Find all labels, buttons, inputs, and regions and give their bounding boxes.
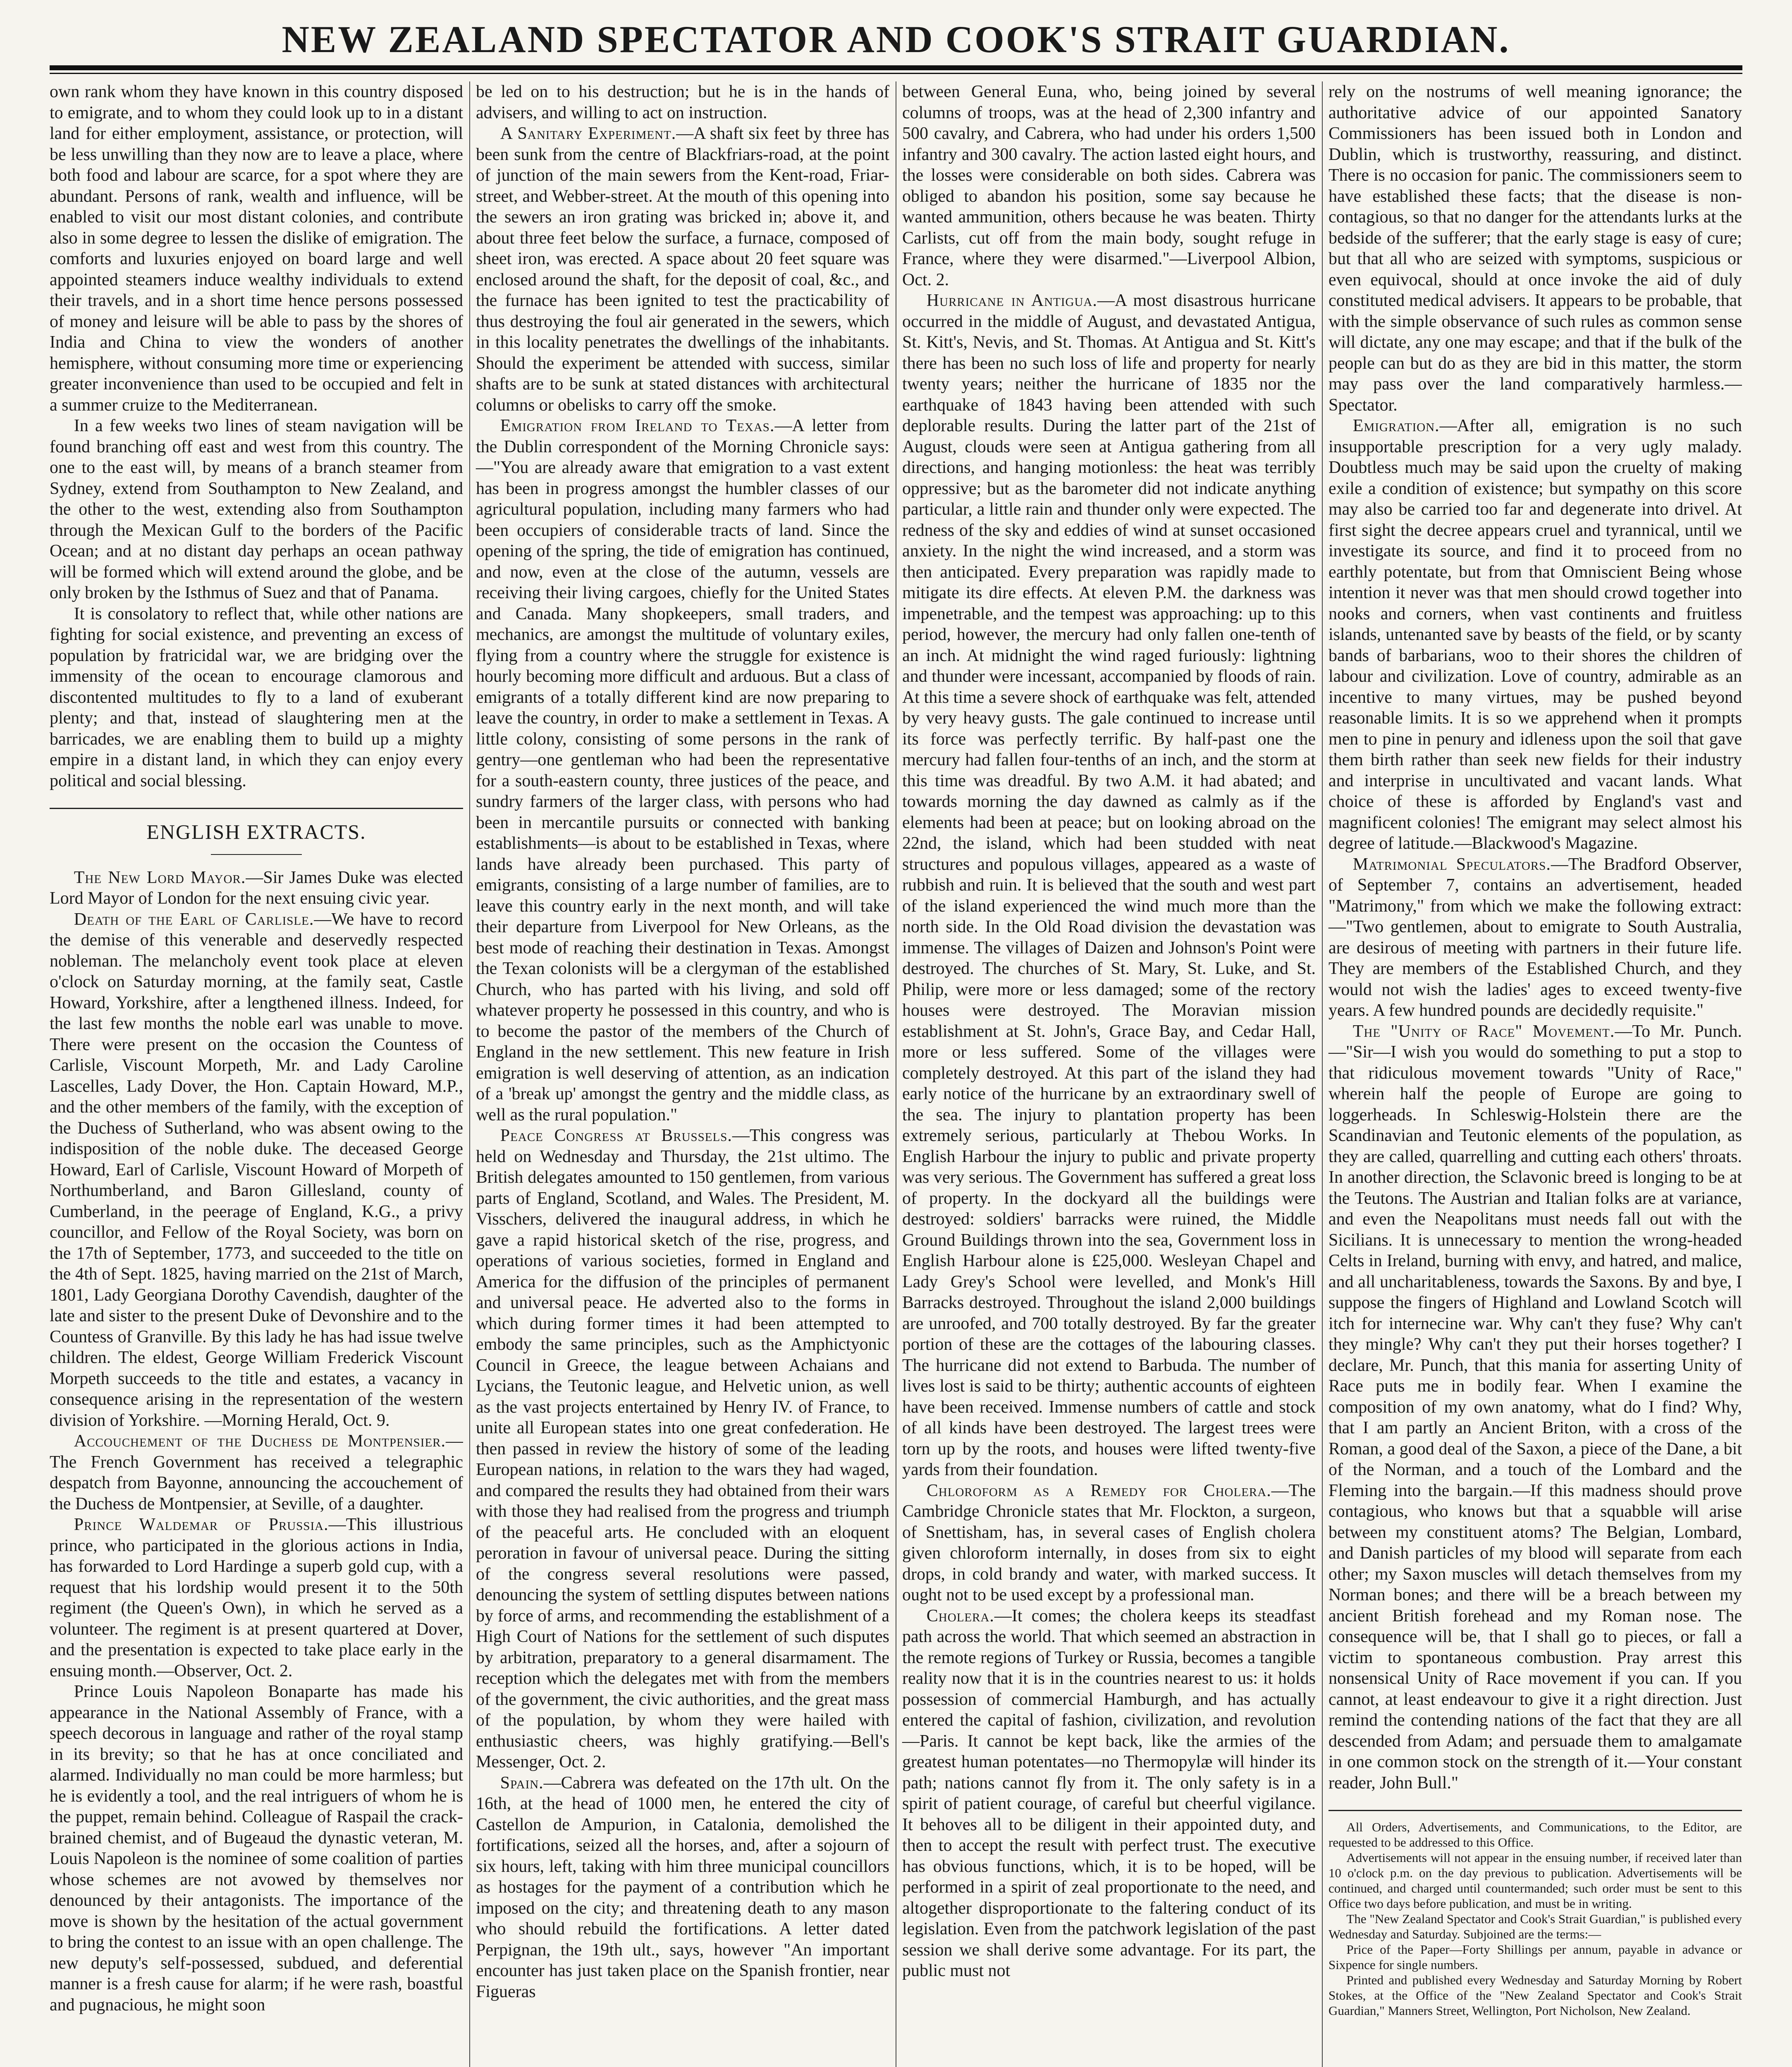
extract-item (476, 415, 889, 1125)
notice-line: The "New Zealand Spectator and Cook's Strait Guardian," is published every Wednesday and Saturday. Subjoined are the terms:— (1328, 1912, 1742, 1941)
publisher-notice (1328, 1819, 1742, 2018)
column-1 (50, 81, 463, 2067)
extract-body: —The Cambridge Chronicle states that Mr. Flockton, a surgeon, of Snettisham, has, in several cases of English cholera given chloroform internally, in doses from six to eight drops, in cold brandy and water, with marked success. It ought not to be used except by a professional man. (902, 1481, 1316, 1604)
column-2 (469, 81, 889, 2067)
extract-item (902, 1606, 1316, 1981)
extract-head: Peace Congress at Brussels. (500, 1126, 732, 1145)
masthead-rule-thick (50, 65, 1742, 70)
extract-head: The "Unity of Race" Movement. (1352, 1022, 1615, 1041)
notice-line: Advertisements will not appear in the ensuing number, if received later than 10 o'clock p.m. on the day previous to publication. Advertisements will be continued, and charged until countermanded; such order must be sent to this Office two days before publication, and must be in writing. (1328, 1850, 1742, 1911)
extract-body: —This congress was held on Wednesday and Thursday, the 21st ultimo. The British delegates amounted to 150 gentlemen, from various parts of England, Scotland, and Wales. The President, M. Visschers, delivered the inaugural address, in which he gave a rapid historical sketch of the rise, progress, and operations of various societies, formed in England and America for the diffusion of the principles of permanent and universal peace. He adverted also to the forms in which during former times it had been attempted to embody the same principles, such as the Amphictyonic Council in Greece, the league between Achaians and Lycians, the Teutonic league, and Helvetic union, as well as the vast projects entertained by Henry IV. of France, to unite all European states into one great confederation. He then passed in review the history of some of the leading European nations, in relation to the wars they had waged, and compared the results they had obtained from their wars with those they had realised from the progress and triumph of the peaceful arts. He concluded with an eloquent peroration in favour of universal peace. During the sitting of the congress several resolutions were passed, denouncing the system of settling disputes between nations by force of arms, and recommending the establishment of a High Court of Nations for the settlement of such disputes by arbitration, preparatory to a general disarmament. The reception which the delegates met with from the members of the government, the civic authorities, and the great mass of the population, by whom they were hailed with enthusiastic cheers, was highly gratifying.—Bell's Messenger, Oct. 2. (476, 1126, 889, 1771)
extract-body: Prince Louis Napoleon Bonaparte has made his appearance in the National Assembly of France, with a speech decorous in language and rather of the royal stamp in its brevity; so that he has at once conciliated and alarmed. Individually no man could be more harmless; but he is evidently a tool, and the real intriguers of whom he is the puppet, remain behind. Colleague of Raspail the crack-brained chemist, and of Bugeaud the dynastic veteran, M. Louis Napoleon is the nominee of some coalition of parties whose schemes are not avowed by themselves nor denounced by their antagonists. The importance of the move is shown by the hesitation of the actual government to bring the contest to an issue with an open challenge. The new deputy's self-possessed, subdued, and deferential manner is a fresh cause for alarm; if he were rash, boastful and pugnacious, he might soon (50, 1682, 463, 2014)
column-4 (1322, 81, 1742, 2067)
extract-item (902, 290, 1316, 1480)
extract-body: rely on the nostrums of well meaning ignorance; the authoritative advice of our appointed Sanatory Commissioners has been issued both in London and Dublin, which is trustworthy, reassuring, and distinct. There is no occasion for panic. The commissioners seem to have established these facts; that the disease is non-contagious, so that no danger for the attendants lurks at the bedside of the sufferer; that the early stage is easy of cure; but that all who are seized with symptoms, suspicious or even equivocal, should at once invoke the aid of duly constituted medical advisers. It appears to be probable, that with the simple observance of such rules as common sense will dictate, any one may escape; and that if the bulk of the people can but do as they are bid in this matter, the storm may pass over the land comparatively harmless.—Spectator. (1328, 82, 1742, 415)
extract-body: —After all, emigration is no such insupportable prescription for a very ugly malady. Doubtless much may be said upon the cruelty of making exile a condition of existence; but sympathy on this score may also be carried too far and degenerate into drivel. At first sight the decree appears cruel and tyrannical, until we investigate its source, and find it to proceed from no earthly potentate, but from that Omniscient Being whose intention it never was that men should crowd together into nooks and corners, when vast continents and fruitless islands, untenanted save by beasts of the field, or by scanty bands of barbarians, woo to their shores the children of labour and civilization. Love of country, admirable as an incentive to many virtues, may be pushed beyond reasonable limits. It is so we apprehend when it prompts men to pine in penury and idleness upon the soil that gave them birth rather than seek new fields for their industry and interprise in uncultivated and vacant lands. What choice of these is afforded by England's vast and magnificent colonies! The emigrant may select almost his degree of latitude.—Blackwood's Magazine. (1328, 416, 1742, 853)
notice-line: Printed and published every Wednesday and Saturday Morning by Robert Stokes, at the Office of the "New Zealand Spectator and Cook's Strait Guardian," Manners Street, Wellington, Port Nicholson, New Zealand. (1328, 1973, 1742, 2018)
extract-head: Death of the Earl of Carlisle. (74, 909, 314, 929)
extract-body: —This illustrious prince, who participated in the glorious actions in India, has forwarded to Lord Hardinge a superb gold cup, with a request that his lordship would present it to the 50th regiment (the Queen's Own), in which he served as a volunteer. The regiment is at present quartered at Dover, and the presentation is expected to take place early in the ensuing month.—Observer, Oct. 2. (50, 1515, 463, 1680)
extract-body: —We have to record the demise of this venerable and deservedly respected nobleman. The melancholy event took place at eleven o'clock on Saturday morning, at the family seat, Castle Howard, Yorkshire, after a lengthened illness. Indeed, for the last few months the noble earl was unable to move. There were present on the occasion the Countess of Carlisle, Viscount Morpeth, Mr. and Lady Caroline Lascelles, Lady Dover, the Hon. Captain Howard, M.P., and the other members of the family, with the exception of the Duchess of Sutherland, who was absent owing to the indisposition of the noble duke. The deceased George Howard, Earl of Carlisle, Viscount Howard of Morpeth of Northumberland, and Baron Gillesland, county of Cumberland, in the peerage of England, K.G., a privy councillor, and Fellow of the Royal Society, was born on the 17th of September, 1773, and succeeded to the title on the 4th of Sept. 1825, having married on the 21st of March, 1801, Lady Georgiana Dorothy Cavendish, daughter of the late and sister to the present Duke of Devonshire and to the Countess of Granville. By this lady he has had issue twelve children. The eldest, George William Frederick Viscount Morpeth succeeds to the title and estates, a vacancy in consequence arising in the representation of the western division of Yorkshire. —Morning Herald, Oct. 9. (50, 909, 463, 1430)
extract-head: Hurricane in Antigua. (926, 291, 1097, 310)
extract-item (50, 1681, 463, 2015)
extract-body: —A letter from the Dublin correspondent of the Morning Chronicle says:—"You are already aware that emigration to a vast extent has been in progress amongst the humbler classes of our agricultural population, including many farmers who had been occupiers of considerable tracts of land. Since the opening of the spring, the tide of emigration has continued, and now, even at the close of the autumn, vessels are receiving their living cargoes, chiefly for the United States and Canada. Many shopkeepers, small traders, and mechanics, are amongst the multitude of voluntary exiles, flying from a country where the struggle for existence is hourly becoming more difficult and arduous. But a class of emigrants of a totally different kind are now preparing to leave the country, in order to make a settlement in Texas. A little colony, consisting of some persons in the rank of gentry—one gentleman who had been the representative for a south-eastern county, three justices of the peace, and sundry farmers of the larger class, with persons who had been in mercantile pursuits or connected with banking establishments—is about to be established in Texas, where lands have already been purchased. This party of emigrants, consisting of a large number of families, are to leave this country early in the next month, and will take their departure from Liverpool for New Orleans, as the best mode of reaching their destination in Texas. Amongst the Texan colonists will be a clergyman of the established Church, who has parted with his living, and sold off whatever property he possessed in this country, and who is to become the pastor of the members of the Church of England in the new settlement. This new feature in Irish emigration is well deserving of attention, as an indication of a 'break up' amongst the gentry and the middle class, as well as the rural population." (476, 416, 889, 1124)
extract-item (476, 123, 889, 415)
extract-item (1328, 1021, 1742, 1794)
extract-head: Spain. (500, 1773, 544, 1793)
extract-body: —To Mr. Punch.—"Sir—I wish you would do something to put a stop to that ridiculous movement towards "Unity of Race," wherein half the people of Europe are going to loggerheads. In Schleswig-Holstein there are the Scandinavian and Teutonic elements of the population, as they are called, quarrelling and cutting each others' throats. In another direction, the Sclavonic breed is longing to be at the Teutons. The Austrian and Italian folks are at variance, and even the Neapolitans must needs fall out with the Sicilians. It is unnecessary to mention the wrong-headed Celts in Ireland, burning with envy, and hatred, and malice, and all uncharitableness, towards the Saxons. By and bye, I suppose the fingers of Highland and Lowland Scotch will itch for internecine war. Why can't they fuse? Why can't they mingle? Why can't they put their horses together? I declare, Mr. Punch, that this mania for asserting Unity of Race puts me in bodily fear. When I examine the composition of my own anatomy, what do I find? Why, that I am partly an Ancient Briton, with a cross of the Roman, a good deal of the Saxon, a piece of the Dane, a bit of the Norman, and a touch of the Lombard and the Fleming into the bargain.—If this madness should prove contagious, who knows but that a squabble will arise between my constituent atoms? The Belgian, Lombard, and Danish particles of my blood will separate from each other; my Saxon muscles will detach themselves from my Norman bones; and there will be a breach between my ancient British forehead and my Roman nose. The consequence will be, that I shall go to pieces, or fall a victim to spontaneous combustion. Pray arrest this nonsensical Unity of Race movement if you can. If you cannot, at least endeavour to give it a right direction. Just remind the contending nations of the fact that they are all descended from Adam; and persuade them to amalgamate in one common stock on the strength of it.—Your constant reader, John Bull." (1328, 1022, 1742, 1793)
extract-item (50, 867, 463, 909)
extract-item (50, 1514, 463, 1681)
extract-head: A Sanitary Experiment. (500, 124, 676, 143)
extract-body: —The Bradford Observer, of September 7, contains an advertisement, headed "Matrimony," from which we make the following extract:—"Two gentlemen, about to emigrate to South Australia, are desirous of meeting with partners in their future life. They are members of the Established Church, and they would not wish the ladies' ages to exceed twenty-five years. A few hundred pounds are decidedly requisite." (1328, 854, 1742, 1020)
masthead-rule-thin (50, 73, 1742, 74)
extract-item (902, 1480, 1316, 1606)
notice-rule (1328, 1810, 1742, 1811)
masthead-title: NEW ZEALAND SPECTATOR AND COOK'S STRAIT GUARDIAN. (282, 18, 1510, 60)
notice-line: All Orders, Advertisements, and Communications, to the Editor, are requested to be addressed to this Office. (1328, 1820, 1742, 1850)
extract-head: Matrimonial Speculators. (1352, 854, 1551, 874)
extract-head: Chloroform as a Remedy for Cholera. (926, 1481, 1271, 1500)
extract-item (902, 81, 1316, 290)
extract-item (476, 1125, 889, 1773)
extract-head: Accouchement of the Duchess de Montpensier. (74, 1432, 446, 1451)
extract-body: be led on to his destruction; but he is in the hands of advisers, and willing to act on instruction. (476, 82, 889, 122)
extract-item (1328, 415, 1742, 854)
extract-head: Emigration. (1352, 416, 1440, 435)
extract-item (476, 81, 889, 123)
extract-head: Prince Waldemar of Prussia. (74, 1515, 329, 1534)
extract-item (50, 1431, 463, 1514)
newspaper-page (50, 17, 1742, 2067)
column-3 (896, 81, 1316, 2067)
extract-head: Cholera. (926, 1606, 994, 1625)
extract-body: —A most disastrous hurricane occurred in the middle of August, and devastated Antigua, St. Kitt's, Nevis, and St. Thomas. At Antigua and St. Kitt's there has been no such loss of life and property for nearly twenty years; neither the hurricane of 1835 nor the earthquake of 1843 having been attended with such deplorable results. During the latter part of the 21st of August, clouds were seen at Antigua gathering from all directions, and hanging motionless: the heat was terribly oppressive; but as the barometer did not indicate anything particular, a little rain and thunder only were expected. The redness of the sky and eddies of wind at sunset occasioned anxiety. In the night the wind increased, and a storm was then anticipated. Every preparation was rapidly made to mitigate its dire effects. At eleven P.M. the darkness was impenetrable, and the tempest was approaching: up to this period, however, the mercury had only fallen one-tenth of an inch. At midnight the wind raged furiously: lightning and thunder were incessant, accompanied by floods of rain. At this time a severe shock of earthquake was felt, attended by very heavy gusts. The gale continued to increase until its force was perfectly terrific. By half-past one the mercury had fallen four-tenths of an inch, and the storm at this time was dreadful. By two A.M. it had abated; and towards morning the day dawned as calmly as if the elements had been at peace; but on looking abroad on the 22nd, the island, which had been studded with neat structures and populous villages, appeared as a waste of rubbish and ruin. It is believed that the south and west part of the island experienced the wind much more than the north side. In the Old Road division the devastation was immense. The villages of Daizen and Johnson's Point were destroyed. The churches of St. Mary, St. Luke, and St. Philip, were more or less damaged; some of the rectory houses were destroyed. The Moravian mission establishment at St. John's, Grace Bay, and Cedar Hall, more or less suffered. Some of the villages were completely destroyed. At this part of the island they had early notice of the hurricane by an extraordinary swell of the sea. The injury to plantation property has been extremely serious, particularly at Thebou Works. In English Harbour the injury to public and private property was very serious. The Government has suffered a great loss of property. In the dockyard all the buildings were destroyed: soldiers' barracks were ruined, the Middle Ground Buildings thrown into the sea, Government loss in English Harbour alone is £25,000. Wesleyan Chapel and Lady Grey's School were levelled, and Monk's Hill Barracks destroyed. Throughout the island 2,000 buildings are unroofed, and 700 totally destroyed. By far the greater portion of these are the cottages of the labouring classes. The hurricane did not extend to Barbuda. The number of lives lost is said to be thirty; authentic accounts of eighteen have been received. Immense numbers of cattle and stock of all kinds have been destroyed. The largest trees were torn up by the roots, and houses were lifted twenty-five yards from their foundation. (902, 291, 1316, 1479)
extract-body: between General Euna, who, being joined by several columns of troops, was at the head of 2,300 infantry and 500 cavalry, and Cabrera, who had under his orders 1,500 infantry and 300 cavalry. The action lasted eight hours, and the losses were considerable on both sides. Cabrera was obliged to abandon his position, some say because he wanted ammunition, others because he was beaten. Thirty Carlists, cut off from the main body, sought refuge in France, where they were disarmed."—Liverpool Albion, Oct. 2. (902, 82, 1316, 289)
extract-item (1328, 81, 1742, 415)
extract-head: Emigration from Ireland to Texas. (500, 416, 775, 435)
article-paragraph: In a few weeks two lines of steam navigation will be found branching off east and west from this country. The one to the east will, by means of a branch steamer from Sydney, extend from Southampton to New Zealand, and the other to the west, extending also from Southampton through the Mexican Gulf to the borders of the Pacific Ocean; and at no distant day perhaps an ocean pathway will be formed which will extend around the globe, and be only broken by the Isthmus of Suez and that of Panama. (50, 416, 463, 602)
article-paragraph: It is consolatory to reflect that, while other nations are fighting for social existence, and preventing an excess of population by fratricidal war, we are bridging over the immensity of the ocean to encourage clamorous and discontented multitudes to fly to a land of exuberant plenty; and that, instead of slaughtering men at the barricades, we are enabling them to build up a mighty empire in a distant land, in which they can enjoy every political and social blessing. (50, 604, 463, 790)
notice-line: Price of the Paper—Forty Shillings per annum, payable in advance or Sixpence for single numbers. (1328, 1942, 1742, 1972)
extract-item (1328, 854, 1742, 1021)
extract-head: The New Lord Mayor. (74, 868, 246, 887)
extract-body: —It comes; the cholera keeps its steadfast path across the world. That which seemed an abstraction in the remote regions of Turkey or Russia, becomes a tangible reality now that it is in the countries nearest to us: it holds possession of commercial Hamburgh, and has actually entered the capital of fashion, civilization, and revolution—Paris. It cannot be kept back, like the armies of the greatest human potentates—no Thermopylæ will hinder its path; nations cannot fly from it. The only safety is in a spirit of patient courage, of careful but cheerful vigilance. It behoves all to be diligent in their appointed duty, and then to accept the result with perfect trust. The executive has obvious functions, which, it is to be hoped, will be performed in a spirit of zeal proportionate to the need, and altogether disproportionate to the faltering conduct of its legislation. Even from the patchwork legislation of the past session we shall derive some advantage. For its part, the public must not (902, 1606, 1316, 1980)
extract-body: —The French Government has received a telegraphic despatch from Bayonne, announcing the accouchement of the Duchess de Montpensier, at Seville, of a daughter. (50, 1432, 463, 1513)
extract-item (476, 1773, 889, 2003)
section-heading: ENGLISH EXTRACTS. (50, 808, 463, 843)
extract-body: —Sir James Duke was elected Lord Mayor of London for the next ensuing civic year. (50, 868, 463, 908)
extract-body: —Cabrera was defeated on the 17th ult. On the 16th, at the head of 1000 men, he entered the city of Castellon de Ampurion, in Catalonia, demolished the fortifications, seized all the horses, and, after a sojourn of six hours, left, taking with him three municipal councillors as hostages for the payment of a contribution which he imposed on the city; and threatening death to any mason who should rebuild the fortifications. A letter dated Perpignan, the 19th ult., says, however "An important encounter has just taken place on the Spanish frontier, near Figueras (476, 1773, 889, 2001)
section-heading-rule (211, 854, 302, 855)
extract-body: —A shaft six feet by three has been sunk from the centre of Blackfriars-road, at the point of junction of the main sewers from the Kent-road, Friar-street, and Webber-street. At the mouth of this opening into the sewers an iron grating was bricked in; above it, and about three feet below the surface, a furnace, composed of sheet iron, was erected. A space about 20 feet square was enclosed around the shaft, for the deposit of coal, &c., and the furnace has been ignited to test the practicability of thus destroying the foul air generated in the sewers, which in this locality penetrates the dwellings of the inhabitants. Should the experiment be attended with success, similar shafts are to be sunk at stated distances with architectural columns or obelisks to carry off the smoke. (476, 124, 889, 415)
article-columns (50, 81, 1742, 2067)
extract-item (50, 909, 463, 1431)
article-paragraph: own rank whom they have known in this country disposed to emigrate, and to whom they could look up to in a distant land for either employment, assistance, or protection, will be less unwilling than they now are to leave a place, where both food and labour are scarce, for a spot where they are abundant. Persons of rank, wealth and influence, will be enabled to visit our most distant colonies, and contribute also in some degree to lessen the dislike of emigration. The comforts and luxuries enjoyed on board large and well appointed steamers induce wealthy individuals to extend their travels, and in a short time hence persons possessed of money and leisure will be able to pass by the shores of India and China to view the wonders of another hemisphere, without consuming more time or experiencing greater inconvenience than used to be occupied and felt in a summer cruize to the Mediterranean. (50, 82, 463, 415)
